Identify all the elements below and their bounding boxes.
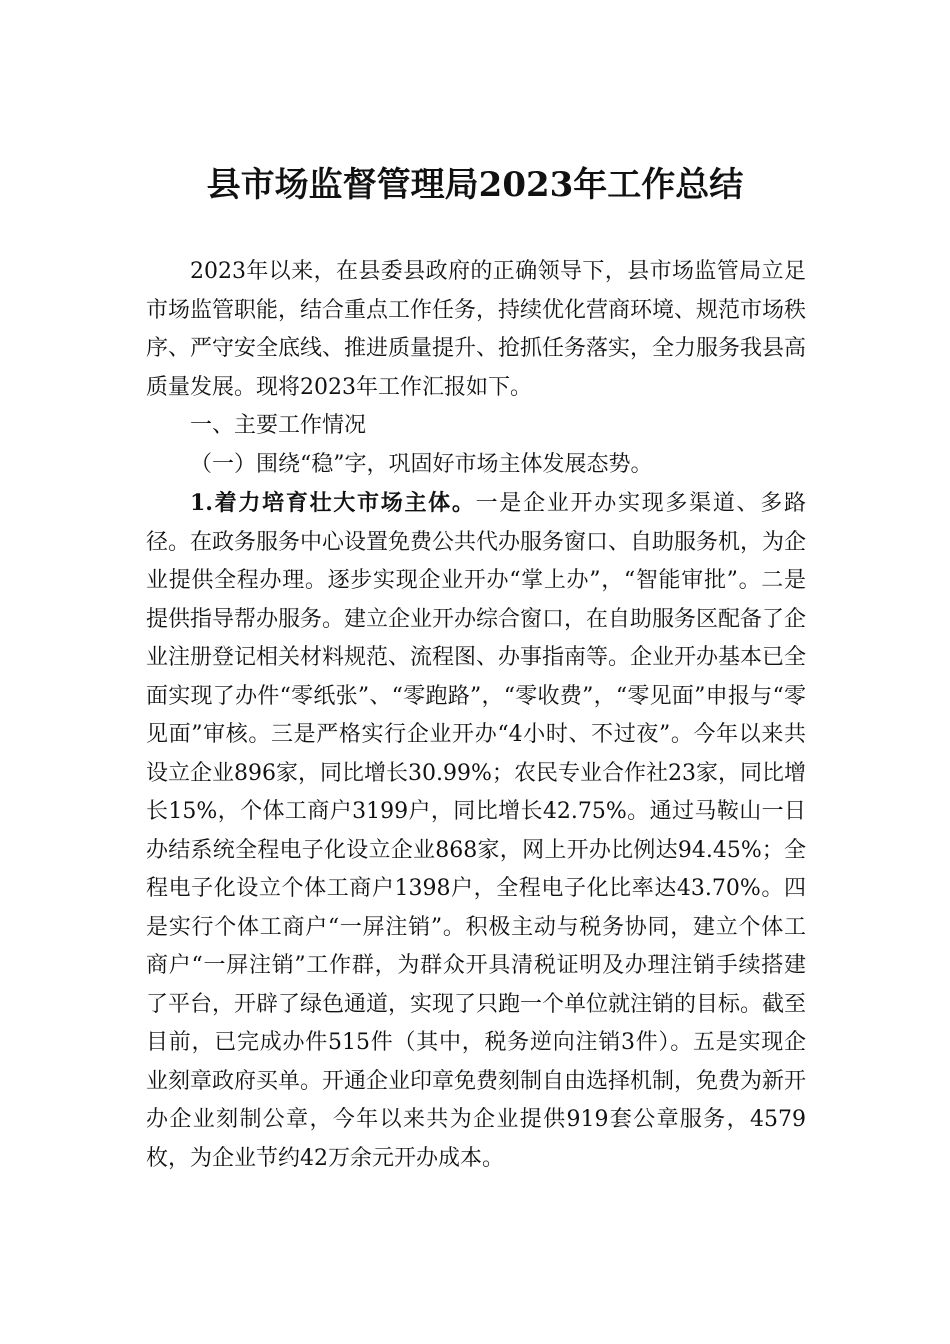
subsection-heading: （一）围绕“稳”字，巩固好市场主体发展态势。 [190,451,653,477]
section-heading: 一、主要工作情况 [190,413,367,438]
item-lead: 1.着力培育壮大市场主体。 [190,490,476,516]
intro-paragraph: 2023年以来，在县委县政府的正确领导下，县市场监管局立足市场监管职能，结合重点工作任务，持续优化营商环境、规范市场秩序、严守安全底线、推进质量提升、抢抓任务落实，全力服务我县高质量发展。现将2023年工作汇报如下。 [146,259,807,400]
item-paragraph [146,484,806,1178]
document-body [146,253,806,1178]
document-title: 县市场监督管理局2023年工作总结 [206,165,744,205]
item-body: 一是企业开办实现多渠道、多路径。在政务服务中心设置免费公共代办服务窗口、自助服务机，为企业提供全程办理。逐步实现企业开办“掌上办”，“智能审批”。二是提供指导帮办服务。建立企业开办综合窗口，在自助服务区配备了企业注册登记相关材料规范、流程图、办事指南等。企业开办基本已全面实现了办件“零纸张”、“零跑路”，“零收费”，“零见面”申报与“零见面”审核。三是严格实行企业开办“4小时、不过夜”。今年以来共设立企业896家，同比增长30.99%；农民专业合作社23家，同比增长15%，个体工商户3199户，同比增长42.75%。通过马鞍山一日办结系统全程电子化设立企业868家，网上开办比例达94.45%；全程电子化设立个体工商户1398户，全程电子化比率达43.70%。四是实行个体工商户“一屏注销”。积极主动与税务协同，建立个体工商户“一屏注销”工作群，为群众开具清税证明及办理注销手续搭建了平台，开辟了绿色通道，实现了只跑一个单位就注销的目标。截至目前，已完成办件515件（其中，税务逆向注销3件）。五是实现企业刻章政府买单。开通企业印章免费刻制自由选择机制，免费为新开办企业刻制公章，今年以来共为企业提供919套公章服务，4579枚，为企业节约42万余元开办成本。 [146,491,807,1171]
